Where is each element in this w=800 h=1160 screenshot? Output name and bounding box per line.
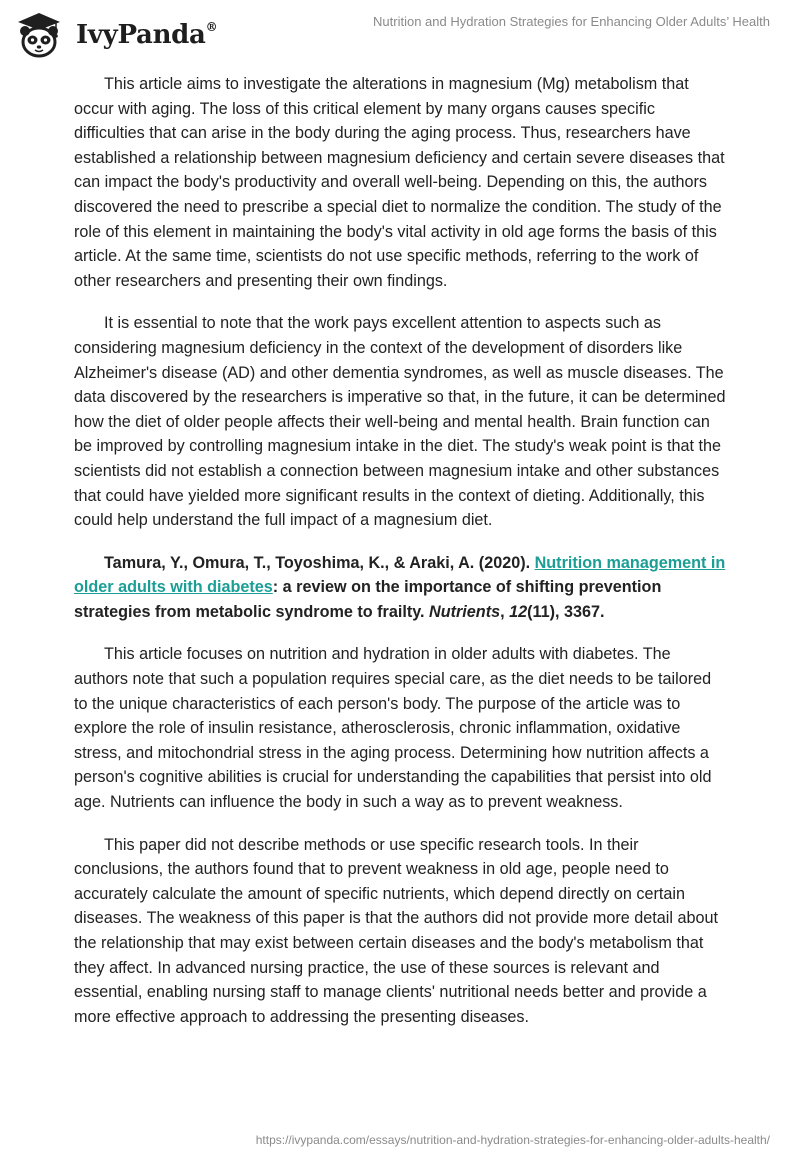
registered-mark: ® <box>205 20 218 35</box>
panda-graduate-icon <box>14 10 64 58</box>
reference-journal: Nutrients <box>429 602 501 621</box>
reference-entry <box>74 551 726 625</box>
reference-separator: , <box>500 602 505 621</box>
reference-volume: 12 <box>509 602 528 621</box>
logo-text: IvyPanda <box>76 20 206 50</box>
paragraph-4: This paper did not describe methods or use specific research tools. In their conclusions, the authors found that to prevent weakness in old age, people need to accurately calculate the amount of specific nutrients, which depend directly on certain diseases. The weakness of this paper is that the authors did not provide more detail about the relationship that may exist between certain diseases and the body's metabolism that they affect. In advanced nursing practice, the use of these sources is relevant and essential, enabling nursing staff to manage clients' nutritional needs better and provide a more effective approach to addressing the presenting diseases. <box>74 835 718 1026</box>
reference-title-rest: : a review on the importance of shifting prevention strategies from metabolic syndrome to frailty. <box>74 578 662 621</box>
reference-link[interactable]: Nutrition management in older adults with diabetes <box>74 553 726 597</box>
footer-url: https://ivypanda.com/essays/nutrition-and-hydration-strategies-for-enhancing-older-adults-health/ <box>255 1133 770 1147</box>
reference-issue-pages: (11), 3367. <box>527 602 605 621</box>
document-title: Nutrition and Hydration Strategies for Enhancing Older Adults’ Health <box>373 14 770 29</box>
page-header <box>0 0 800 72</box>
essay-content <box>74 72 726 1047</box>
paragraph-3: This article focuses on nutrition and hydration in older adults with diabetes. The authors note that such a population requires special care, as the diet needs to be tailored to the unique characteristics of each person's body. The purpose of the article was to explore the role of insulin resistance, atherosclerosis, chronic inflammation, oxidative stress, and mitochondrial stress in the aging process. Determining how nutrition affects a person's cognitive abilities is crucial for understanding the capabilities that persist into old age. Nutrients can influence the body in such a way as to prevent weakness. <box>74 645 712 812</box>
ivypanda-logo[interactable] <box>14 10 218 58</box>
paragraph-1: This article aims to investigate the alterations in magnesium (Mg) metabolism that occur with aging. The loss of this critical element by many organs causes specific difficulties that can arise in the body during the aging process. Thus, researchers have established a relationship between magnesium deficiency and certain severe diseases that can impact the body's productivity and overall well-being. Depending on this, the authors discovered the need to prescribe a special diet to normalize the condition. The study of the role of this element in maintaining the body's vital activity in old age forms the basis of this article. At the same time, scientists do not use specific methods, referring to the work of other researchers and presenting their own findings. <box>74 75 725 290</box>
paragraph-2: It is essential to note that the work pays excellent attention to aspects such as considering magnesium deficiency in the context of the development of disorders like Alzheimer's disease (AD) and other dementia syndromes, as well as muscle diseases. The data discovered by the researchers is imperative so that, in the future, it can be determined how the diet of older people affects their well-being and mental health. Brain function can be improved by controlling magnesium intake in the diet. The study's weak point is that the scientists did not establish a connection between magnesium intake and other substances that could have yielded more significant results in the context of dieting. Additionally, this could help understand the full impact of a magnesium diet. <box>74 314 726 530</box>
logo-wordmark <box>76 20 217 50</box>
reference-authors: Tamura, Y., Omura, T., Toyoshima, K., & Araki, A. (2020). <box>104 553 531 572</box>
